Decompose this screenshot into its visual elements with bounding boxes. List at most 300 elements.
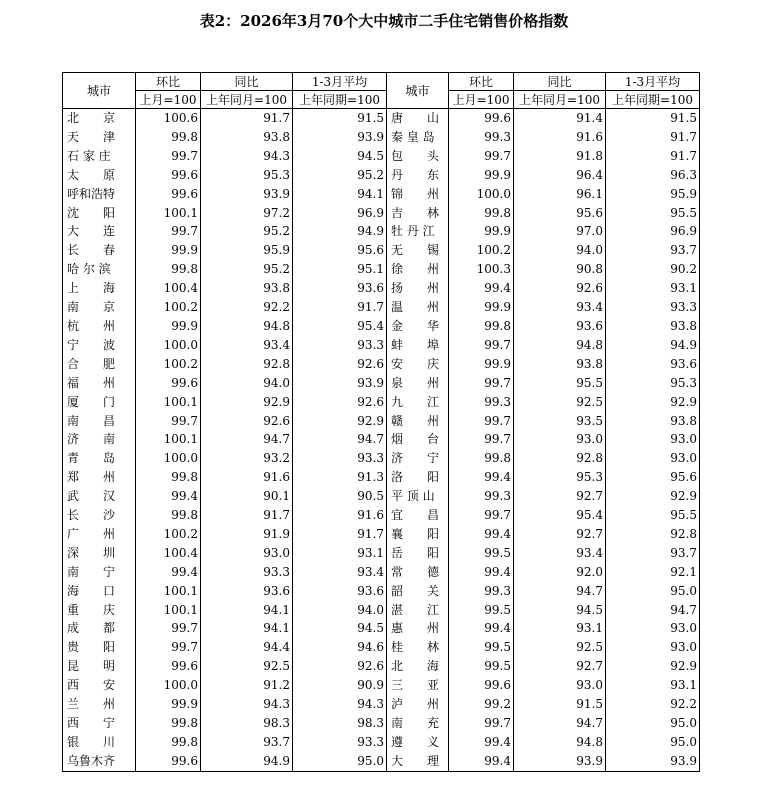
mom-value-right: 99.7 [449,506,514,525]
city-name-left: 杭 州 [63,317,136,336]
table-row [63,374,700,393]
city-name-right: 大 理 [387,752,449,771]
mom-value-left: 99.9 [136,241,201,260]
yoy-value-right: 92.6 [514,279,606,298]
avg-value-left: 94.0 [293,601,387,620]
avg-value-right: 92.1 [606,563,700,582]
mom-value-left: 99.8 [136,260,201,279]
mom-value-right: 99.7 [449,430,514,449]
avg-value-right: 93.0 [606,619,700,638]
city-name-left: 长 春 [63,241,136,260]
mom-value-right: 99.6 [449,676,514,695]
mom-value-left: 99.9 [136,317,201,336]
avg-value-right: 93.6 [606,355,700,374]
table-row [63,430,700,449]
avg-value-right: 95.3 [606,374,700,393]
city-name-right: 安 庆 [387,355,449,374]
yoy-value-right: 93.9 [514,752,606,771]
table-row [63,298,700,317]
yoy-value-right: 96.4 [514,166,606,185]
city-name-right: 湛 江 [387,601,449,620]
mom-value-right: 100.0 [449,185,514,204]
avg-value-left: 93.4 [293,563,387,582]
table-row [63,241,700,260]
avg-value-right: 92.9 [606,487,700,506]
yoy-value-right: 95.5 [514,374,606,393]
city-name-right: 徐 州 [387,260,449,279]
yoy-value-left: 92.6 [201,412,293,431]
mom-value-left: 99.8 [136,506,201,525]
avg-value-left: 94.7 [293,430,387,449]
yoy-value-right: 97.0 [514,222,606,241]
yoy-value-left: 91.6 [201,468,293,487]
yoy-value-left: 95.2 [201,222,293,241]
yoy-value-left: 94.1 [201,601,293,620]
city-name-left: 成 都 [63,619,136,638]
mom-value-right: 99.5 [449,638,514,657]
mom-value-left: 99.9 [136,695,201,714]
city-name-right: 常 德 [387,563,449,582]
avg-value-left: 91.7 [293,525,387,544]
mom-value-left: 100.1 [136,393,201,412]
avg-value-right: 95.9 [606,185,700,204]
mom-value-left: 100.2 [136,298,201,317]
mom-value-left: 100.2 [136,525,201,544]
avg-value-left: 94.9 [293,222,387,241]
city-name-left: 海 口 [63,582,136,601]
avg-value-left: 93.3 [293,336,387,355]
avg-value-left: 91.5 [293,109,387,128]
header-mom-right: 环比 [449,73,514,91]
avg-value-right: 95.5 [606,204,700,223]
mom-value-left: 99.7 [136,412,201,431]
yoy-value-right: 91.5 [514,695,606,714]
mom-value-right: 99.4 [449,525,514,544]
mom-value-left: 99.8 [136,714,201,733]
yoy-value-right: 91.8 [514,147,606,166]
mom-value-right: 99.9 [449,166,514,185]
table-row [63,676,700,695]
header-mom-base-left: 上月=100 [136,91,201,109]
avg-value-left: 96.9 [293,204,387,223]
avg-value-left: 92.6 [293,393,387,412]
avg-value-left: 95.6 [293,241,387,260]
city-name-left: 深 圳 [63,544,136,563]
table-row [63,279,700,298]
avg-value-left: 91.7 [293,298,387,317]
table-row [63,109,700,128]
avg-value-left: 94.6 [293,638,387,657]
avg-value-right: 93.8 [606,317,700,336]
mom-value-left: 100.1 [136,204,201,223]
yoy-value-right: 93.0 [514,430,606,449]
city-name-right: 牡 丹 江 [387,222,449,241]
table-row [63,336,700,355]
mom-value-right: 99.5 [449,601,514,620]
city-name-left: 重 庆 [63,601,136,620]
yoy-value-left: 94.1 [201,619,293,638]
yoy-value-right: 92.0 [514,563,606,582]
avg-value-left: 92.6 [293,657,387,676]
yoy-value-right: 93.4 [514,544,606,563]
avg-value-right: 94.7 [606,601,700,620]
avg-value-right: 93.1 [606,676,700,695]
avg-value-right: 93.8 [606,412,700,431]
avg-value-right: 91.5 [606,109,700,128]
avg-value-right: 93.3 [606,298,700,317]
table-row [63,412,700,431]
avg-value-right: 93.1 [606,279,700,298]
yoy-value-right: 93.4 [514,298,606,317]
avg-value-left: 93.1 [293,544,387,563]
header-avg-base-right: 上年同期=100 [606,91,700,109]
yoy-value-left: 90.1 [201,487,293,506]
city-name-left: 兰 州 [63,695,136,714]
header-avg-base-left: 上年同期=100 [293,91,387,109]
table-row [63,128,700,147]
avg-value-right: 92.8 [606,525,700,544]
city-name-left: 上 海 [63,279,136,298]
city-name-left: 石 家 庄 [63,147,136,166]
avg-value-right: 95.0 [606,733,700,752]
avg-value-right: 94.9 [606,336,700,355]
header-avg-left: 1-3月平均 [293,73,387,91]
avg-value-right: 90.2 [606,260,700,279]
avg-value-left: 95.2 [293,166,387,185]
city-name-left: 贵 阳 [63,638,136,657]
mom-value-right: 99.5 [449,657,514,676]
mom-value-left: 99.7 [136,619,201,638]
mom-value-right: 99.7 [449,336,514,355]
city-name-right: 遵 义 [387,733,449,752]
yoy-value-left: 97.2 [201,204,293,223]
mom-value-right: 99.3 [449,487,514,506]
city-name-right: 吉 林 [387,204,449,223]
city-name-right: 温 州 [387,298,449,317]
mom-value-right: 99.4 [449,468,514,487]
mom-value-right: 100.3 [449,260,514,279]
city-name-left: 南 京 [63,298,136,317]
mom-value-right: 99.3 [449,128,514,147]
city-name-right: 丹 东 [387,166,449,185]
avg-value-right: 95.6 [606,468,700,487]
table-row [63,166,700,185]
table-row [63,317,700,336]
city-name-left: 大 连 [63,222,136,241]
city-name-left: 银 川 [63,733,136,752]
avg-value-left: 93.9 [293,374,387,393]
table-row [63,222,700,241]
table-title: 表2：2026年3月70个大中城市二手住宅销售价格指数 [199,12,569,30]
price-index-table [62,72,700,772]
mom-value-right: 99.9 [449,222,514,241]
yoy-value-left: 93.2 [201,449,293,468]
city-name-left: 天 津 [63,128,136,147]
city-name-right: 秦 皇 岛 [387,128,449,147]
mom-value-left: 99.6 [136,657,201,676]
header-yoy-base-left: 上年同月=100 [201,91,293,109]
yoy-value-left: 94.3 [201,695,293,714]
yoy-value-right: 92.5 [514,393,606,412]
city-name-right: 岳 阳 [387,544,449,563]
mom-value-right: 99.4 [449,733,514,752]
city-name-left: 西 安 [63,676,136,695]
yoy-value-left: 92.8 [201,355,293,374]
yoy-value-left: 98.3 [201,714,293,733]
mom-value-right: 99.4 [449,619,514,638]
yoy-value-right: 95.3 [514,468,606,487]
mom-value-right: 99.4 [449,563,514,582]
avg-value-right: 95.0 [606,582,700,601]
yoy-value-left: 94.9 [201,752,293,771]
avg-value-right: 92.9 [606,393,700,412]
city-name-right: 泉 州 [387,374,449,393]
table-row [63,525,700,544]
city-name-right: 惠 州 [387,619,449,638]
avg-value-left: 92.6 [293,355,387,374]
header-yoy-left: 同比 [201,73,293,91]
yoy-value-right: 95.4 [514,506,606,525]
table-row [63,185,700,204]
yoy-value-right: 94.7 [514,714,606,733]
city-name-left: 太 原 [63,166,136,185]
yoy-value-left: 93.0 [201,544,293,563]
header-yoy-base-right: 上年同月=100 [514,91,606,109]
mom-value-right: 99.4 [449,279,514,298]
mom-value-right: 99.7 [449,412,514,431]
table-row [63,468,700,487]
mom-value-right: 99.9 [449,355,514,374]
avg-value-right: 95.0 [606,714,700,733]
city-name-left: 青 岛 [63,449,136,468]
city-name-left: 厦 门 [63,393,136,412]
mom-value-right: 99.8 [449,204,514,223]
header-city-right: 城市 [387,73,449,109]
mom-value-left: 99.6 [136,166,201,185]
table-row [63,714,700,733]
mom-value-left: 100.0 [136,449,201,468]
city-name-right: 包 头 [387,147,449,166]
table-row [63,695,700,714]
yoy-value-right: 91.6 [514,128,606,147]
city-name-right: 蚌 埠 [387,336,449,355]
table-row [63,601,700,620]
yoy-value-right: 92.7 [514,487,606,506]
city-name-right: 赣 州 [387,412,449,431]
city-name-right: 锦 州 [387,185,449,204]
table-row [63,563,700,582]
mom-value-right: 99.6 [449,109,514,128]
mom-value-left: 100.1 [136,430,201,449]
yoy-value-left: 93.6 [201,582,293,601]
table-row [63,355,700,374]
table-row [63,619,700,638]
yoy-value-left: 91.7 [201,109,293,128]
city-name-left: 乌鲁木齐 [63,752,136,771]
mom-value-right: 99.5 [449,544,514,563]
city-name-right: 济 宁 [387,449,449,468]
yoy-value-left: 92.2 [201,298,293,317]
yoy-value-left: 95.2 [201,260,293,279]
mom-value-left: 99.7 [136,638,201,657]
mom-value-left: 100.0 [136,676,201,695]
yoy-value-left: 93.7 [201,733,293,752]
avg-value-right: 92.2 [606,695,700,714]
avg-value-right: 95.5 [606,506,700,525]
table-row [63,147,700,166]
avg-value-right: 93.0 [606,449,700,468]
yoy-value-right: 93.8 [514,355,606,374]
yoy-value-left: 91.9 [201,525,293,544]
city-name-right: 南 充 [387,714,449,733]
city-name-right: 三 亚 [387,676,449,695]
mom-value-left: 99.8 [136,128,201,147]
mom-value-left: 99.4 [136,487,201,506]
avg-value-left: 91.6 [293,506,387,525]
yoy-value-right: 92.5 [514,638,606,657]
mom-value-left: 99.8 [136,733,201,752]
city-name-right: 桂 林 [387,638,449,657]
city-name-right: 宜 昌 [387,506,449,525]
yoy-value-left: 91.2 [201,676,293,695]
city-name-left: 西 宁 [63,714,136,733]
yoy-value-right: 94.0 [514,241,606,260]
avg-value-left: 94.3 [293,695,387,714]
mom-value-right: 100.2 [449,241,514,260]
avg-value-left: 93.3 [293,449,387,468]
table-row [63,260,700,279]
yoy-value-right: 93.0 [514,676,606,695]
city-name-left: 武 汉 [63,487,136,506]
yoy-value-right: 93.1 [514,619,606,638]
city-name-right: 金 华 [387,317,449,336]
yoy-value-right: 93.6 [514,317,606,336]
avg-value-right: 91.7 [606,147,700,166]
mom-value-left: 99.8 [136,468,201,487]
city-name-left: 福 州 [63,374,136,393]
yoy-value-right: 94.5 [514,601,606,620]
mom-value-left: 100.1 [136,582,201,601]
city-name-left: 合 肥 [63,355,136,374]
yoy-value-left: 91.7 [201,506,293,525]
city-name-right: 平 顶 山 [387,487,449,506]
yoy-value-left: 95.3 [201,166,293,185]
header-city-left: 城市 [63,73,136,109]
avg-value-left: 93.6 [293,582,387,601]
yoy-value-right: 94.7 [514,582,606,601]
city-name-left: 广 州 [63,525,136,544]
header-row-1 [63,73,700,91]
table-row [63,733,700,752]
yoy-value-right: 92.7 [514,525,606,544]
yoy-value-left: 94.8 [201,317,293,336]
table-body [63,109,700,772]
table-row [63,393,700,412]
city-name-left: 济 南 [63,430,136,449]
yoy-value-right: 96.1 [514,185,606,204]
mom-value-left: 99.7 [136,222,201,241]
yoy-value-right: 91.4 [514,109,606,128]
avg-value-left: 95.0 [293,752,387,771]
city-name-right: 无 锡 [387,241,449,260]
mom-value-right: 99.7 [449,714,514,733]
avg-value-left: 98.3 [293,714,387,733]
yoy-value-right: 92.8 [514,449,606,468]
city-name-right: 北 海 [387,657,449,676]
city-name-right: 烟 台 [387,430,449,449]
avg-value-right: 93.7 [606,241,700,260]
table-row [63,638,700,657]
avg-value-right: 93.0 [606,638,700,657]
avg-value-left: 91.3 [293,468,387,487]
yoy-value-left: 94.7 [201,430,293,449]
yoy-value-left: 93.4 [201,336,293,355]
mom-value-right: 99.8 [449,317,514,336]
yoy-value-left: 93.9 [201,185,293,204]
avg-value-left: 94.5 [293,619,387,638]
table-row [63,544,700,563]
avg-value-right: 93.0 [606,430,700,449]
yoy-value-left: 95.9 [201,241,293,260]
avg-value-left: 92.9 [293,412,387,431]
mom-value-right: 99.8 [449,449,514,468]
mom-value-left: 100.1 [136,601,201,620]
city-name-left: 长 沙 [63,506,136,525]
mom-value-left: 100.4 [136,279,201,298]
mom-value-right: 99.4 [449,752,514,771]
city-name-left: 哈 尔 滨 [63,260,136,279]
header-mom-base-right: 上月=100 [449,91,514,109]
avg-value-right: 92.9 [606,657,700,676]
yoy-value-left: 94.4 [201,638,293,657]
mom-value-right: 99.7 [449,147,514,166]
avg-value-left: 94.1 [293,185,387,204]
city-name-left: 郑 州 [63,468,136,487]
table-row [63,487,700,506]
city-name-left: 沈 阳 [63,204,136,223]
table-row [63,582,700,601]
avg-value-right: 96.9 [606,222,700,241]
mom-value-right: 99.7 [449,374,514,393]
avg-value-left: 90.5 [293,487,387,506]
city-name-right: 洛 阳 [387,468,449,487]
yoy-value-left: 93.8 [201,279,293,298]
city-name-right: 泸 州 [387,695,449,714]
header-avg-right: 1-3月平均 [606,73,700,91]
mom-value-left: 99.4 [136,563,201,582]
mom-value-left: 99.7 [136,147,201,166]
city-name-left: 宁 波 [63,336,136,355]
header-mom-left: 环比 [136,73,201,91]
city-name-right: 襄 阳 [387,525,449,544]
avg-value-left: 93.9 [293,128,387,147]
yoy-value-right: 94.8 [514,336,606,355]
mom-value-left: 99.6 [136,374,201,393]
city-name-left: 昆 明 [63,657,136,676]
avg-value-right: 93.9 [606,752,700,771]
mom-value-left: 100.6 [136,109,201,128]
city-name-right: 唐 山 [387,109,449,128]
avg-value-right: 91.7 [606,128,700,147]
city-name-right: 韶 关 [387,582,449,601]
yoy-value-left: 94.3 [201,147,293,166]
city-name-left: 呼和浩特 [63,185,136,204]
yoy-value-left: 92.5 [201,657,293,676]
city-name-left: 南 昌 [63,412,136,431]
avg-value-right: 96.3 [606,166,700,185]
city-name-left: 北 京 [63,109,136,128]
mom-value-right: 99.3 [449,393,514,412]
